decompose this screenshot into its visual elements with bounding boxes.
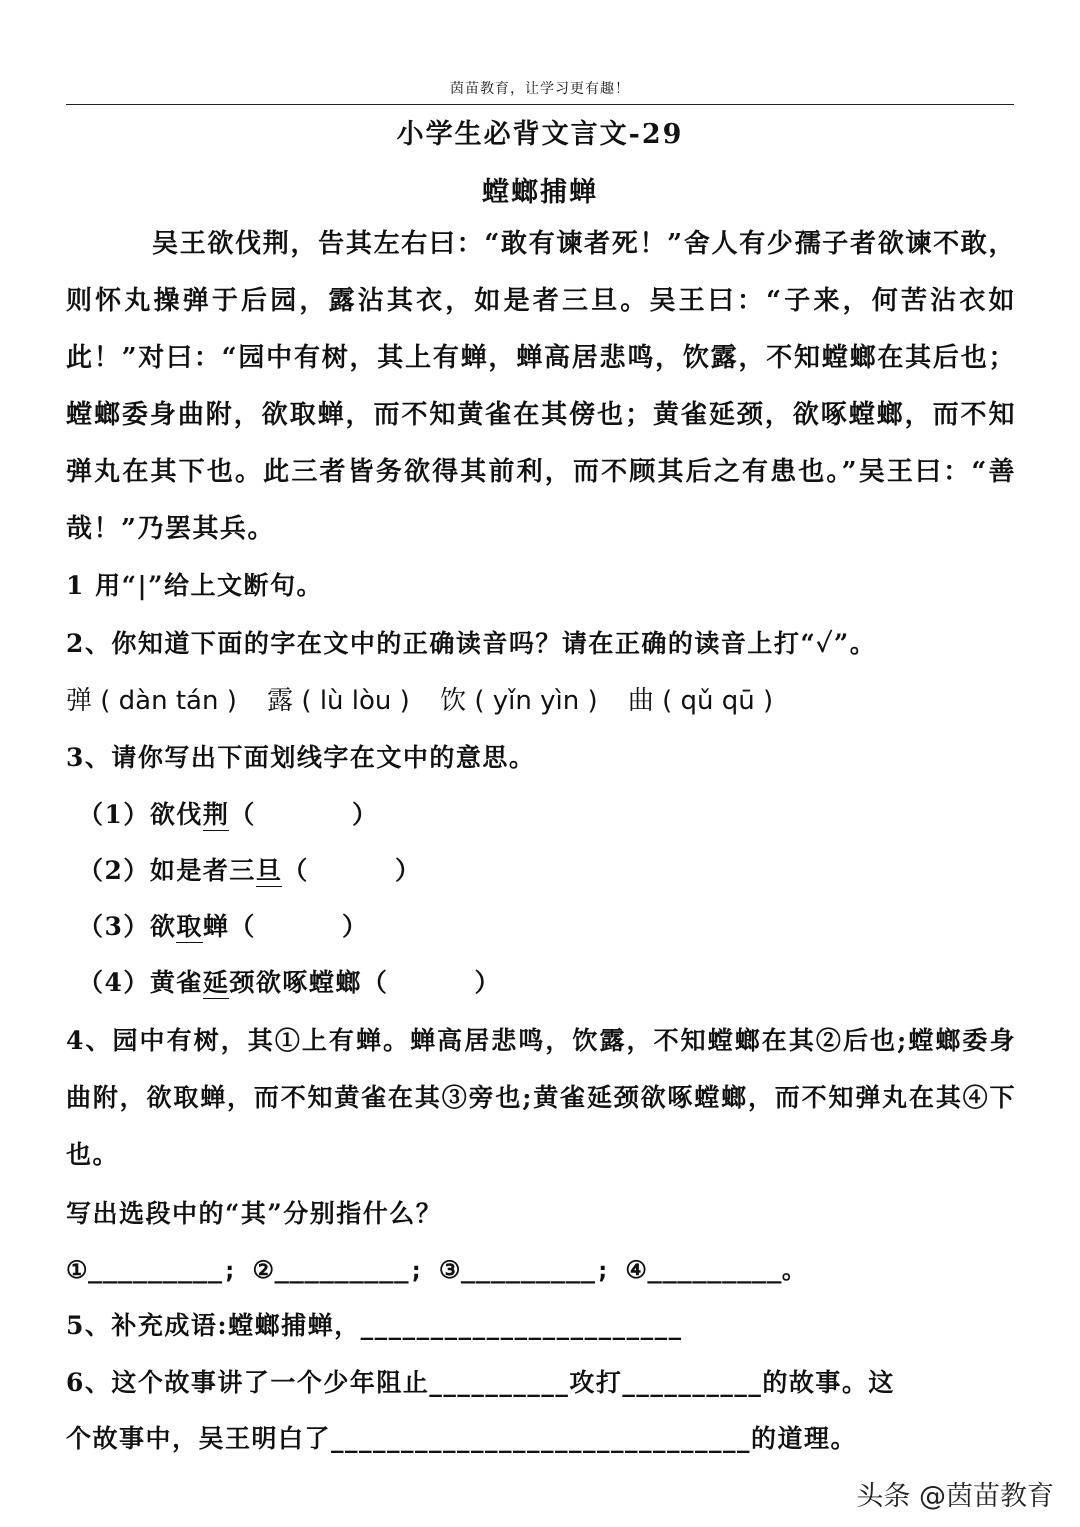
question-5[interactable]: 5、补充成语:螳螂捕蝉，_______________________ <box>66 1311 683 1340</box>
underlined-char: 旦 <box>255 856 283 885</box>
question-1: 1 用“|”给上文断句。 <box>66 571 323 600</box>
page-title: 小学生必背文言文-29 <box>396 119 684 150</box>
question-6-line-2[interactable]: 个故事中，吴王明白了______________________________的道理。 <box>66 1424 858 1453</box>
item-text: （2）如是者三 <box>78 856 256 885</box>
question-3-item <box>78 851 1028 887</box>
item-text: ） <box>474 968 501 997</box>
item-text: ） <box>351 800 379 829</box>
question-4-prompt: 写出选段中的“其”分别指什么？ <box>66 1199 443 1228</box>
underlined-char: 延 <box>202 968 230 997</box>
item-text: （3）欲 <box>78 912 177 941</box>
item-text: ） <box>394 856 422 885</box>
item-text: （1）欲伐 <box>78 800 203 829</box>
question-4-passage: 4、园中有树，其①上有蝉。蝉高居悲鸣，饮露，不知螳螂在其②后也;螳螂委身曲附，欲取蝉，而不知黄雀在其③旁也;黄雀延颈欲啄螳螂，而不知弹丸在其④下也。 <box>66 1026 1016 1169</box>
question-4-blanks[interactable]: ①_________; ②_________; ③_________; ④_________。 <box>66 1256 807 1284</box>
question-3-item <box>78 795 1028 831</box>
pinyin-option[interactable]: 曲 ( qǔ qū ) <box>627 686 774 716</box>
item-text: 蝉（ <box>202 912 256 941</box>
text-title: 螳螂捕蝉 <box>482 177 598 208</box>
item-text: （ <box>282 856 309 885</box>
underlined-char: 取 <box>176 912 203 941</box>
underlined-char: 荆 <box>202 800 230 829</box>
pinyin-option[interactable]: 饮 ( yǐn yìn ) <box>440 686 598 716</box>
item-text: （4）黄雀 <box>78 968 203 997</box>
item-text: 颈欲啄螳螂（ <box>229 968 389 997</box>
source-watermark: 头条 @茵苗教育 <box>856 1481 1054 1512</box>
item-text: （ <box>229 800 256 829</box>
question-6-line-1[interactable]: 6、这个故事讲了一个少年阻止__________攻打__________的故事。这 <box>66 1368 895 1397</box>
question-3: 3、请你写出下面划线字在文中的意思。 <box>66 743 536 772</box>
page-header: 茵苗教育，让学习更有趣！ <box>450 81 630 97</box>
question-3-item <box>78 963 1028 999</box>
item-text: ） <box>341 912 369 941</box>
header-divider <box>66 104 1014 105</box>
pinyin-option[interactable]: 弹 ( dàn tán ) <box>66 686 237 716</box>
question-3-item <box>78 907 1028 943</box>
question-2: 2、你知道下面的字在文中的正确读音吗？请在正确的读音上打“✓”。 <box>66 629 877 658</box>
pinyin-options <box>66 680 1016 717</box>
pinyin-option[interactable]: 露 ( lù lòu ) <box>267 686 410 716</box>
classical-passage: 吴王欲伐荆，告其左右曰：“敢有谏者死！”舍人有少孺子者欲谏不敢，则怀丸操弹于后园，露沾其衣，如是者三旦。吴王曰：“子来，何苦沾衣如此！”对曰：“园中有树，其上有蝉，蝉高居悲鸣，饮露，不知螳螂在其后也；螳螂委身曲附，欲取蝉，而不知黄雀在其傍也；黄雀延颈，欲啄螳螂，而不知弹丸在其下也。此三者皆务欲得其前利，而不顾其后之有患也。”吴王曰：“善哉！”乃罢其兵。 <box>66 229 1016 544</box>
